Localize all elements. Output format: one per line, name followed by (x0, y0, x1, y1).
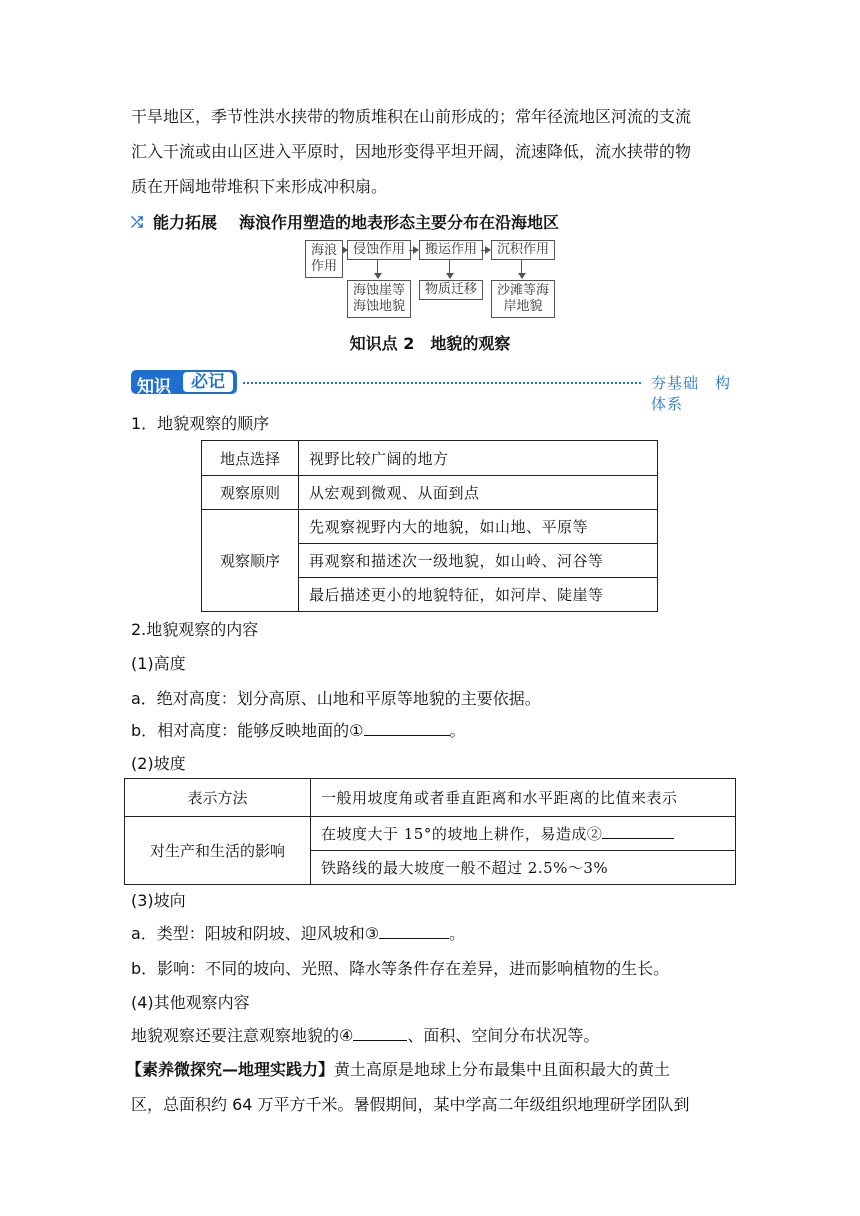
inquiry-line-2: 区，总面积约 64 万平方千米。暑假期间，某中学高二年级组织地理研学团队到 (131, 1095, 690, 1114)
table-head-cell: 表示方法 (125, 779, 311, 817)
height-line-b: b．相对高度：能够反映地面的① 。 (131, 721, 466, 740)
flow-arrow (374, 273, 382, 279)
aspect-line-b: b．影响：不同的坡向、光照、降水等条件存在差异，进而影响植物的生长。 (131, 959, 670, 978)
subsection-title: (4)其他观察内容 (131, 993, 250, 1012)
paragraph-line: 质在开阔地带堆积下来形成冲积扇。 (131, 177, 388, 196)
flow-arrow (446, 273, 454, 279)
extension-text: 海浪作用塑造的地表形态主要分布在沿海地区 (239, 213, 560, 232)
table-row (125, 779, 736, 817)
subsection-title: (3)坡向 (131, 891, 186, 910)
shuffle-icon: ⤮ (131, 212, 144, 231)
flow-result-migration: 物质迁移 (419, 280, 483, 300)
item-title: 2.地貌观察的内容 (131, 620, 259, 639)
flow-process-erosion: 侵蚀作用 (347, 240, 411, 260)
other-line: 地貌观察还要注意观察地貌的④ 、面积、空间分布状况等。 (131, 1026, 600, 1045)
blank-4[interactable] (353, 1026, 407, 1041)
flow-arrow (413, 246, 419, 254)
table-row (202, 476, 658, 510)
section-title: 知识点 2 地貌的观察 (349, 334, 511, 353)
observation-order-table (201, 440, 658, 612)
inquiry-label: 【素养微探究—地理实践力】 (126, 1060, 335, 1079)
inquiry-line-1: 【素养微探究—地理实践力】黄土高原是地球上分布最集中且面积最大的黄土 (126, 1060, 671, 1079)
flow-result-beach: 沙滩等海岸地貌 (491, 280, 555, 318)
table-cell: 一般用坡度角或者垂直距离和水平距离的比值来表示 (311, 779, 736, 817)
blank-2[interactable] (602, 824, 674, 839)
item-title: 1．地貌观察的顺序 (131, 414, 270, 433)
extension-label: 能力拓展 (153, 213, 218, 232)
table-head-cell: 对生产和生活的影响 (125, 817, 311, 885)
table-row (202, 441, 658, 476)
knowledge-tag: 夯基础 构体系 (651, 374, 732, 413)
subsection-title: (1)高度 (131, 654, 186, 673)
flow-result-sea-cliff: 海蚀崖等海蚀地貌 (347, 280, 411, 318)
knowledge-badge (131, 370, 237, 397)
flow-arrow (518, 273, 526, 279)
table-head-cell: 观察顺序 (202, 510, 299, 612)
flow-process-transport: 搬运作用 (419, 240, 483, 260)
knowledge-bar (131, 368, 732, 413)
flow-source: 海浪作用 (305, 240, 343, 278)
flow-process-deposition: 沉积作用 (491, 240, 555, 260)
table-row (125, 817, 736, 851)
blank-1[interactable] (364, 721, 450, 736)
flow-arrow (485, 246, 491, 254)
slope-table (124, 778, 736, 885)
table-cell: 再观察和描述次一级地貌，如山岭、河谷等 (299, 544, 658, 578)
subsection-title: (2)坡度 (131, 754, 186, 773)
aspect-line-a: a．类型：阳坡和阴坡、迎风坡和③ 。 (131, 924, 466, 943)
badge-label-2: 必记 (183, 372, 233, 392)
table-cell: 先观察视野内大的地貌，如山地、平原等 (299, 510, 658, 544)
height-line-a: a．绝对高度：划分高原、山地和平原等地貌的主要依据。 (131, 689, 541, 708)
paragraph-line: 汇入干流或由山区进入平原时，因地形变得平坦开阔，流速降低，流水挟带的物 (131, 142, 692, 161)
table-cell: 最后描述更小的地貌特征，如河岸、陡崖等 (299, 578, 658, 612)
dotted-divider (243, 382, 641, 384)
table-cell: 从宏观到微观、从面到点 (299, 476, 658, 510)
table-head-cell: 地点选择 (202, 441, 299, 476)
wave-action-flowchart (305, 240, 557, 320)
table-cell: 铁路线的最大坡度一般不超过 2.5%～3% (311, 851, 736, 885)
blank-3[interactable] (379, 924, 449, 939)
extension-heading (131, 210, 559, 233)
table-head-cell: 观察原则 (202, 476, 299, 510)
table-cell: 在坡度大于 15°的坡地上耕作，易造成② (311, 817, 736, 851)
badge-label-1: 知识 (137, 377, 171, 397)
table-row (202, 510, 658, 544)
paragraph-line: 干旱地区，季节性洪水挟带的物质堆积在山前形成的；常年径流地区河流的支流 (131, 107, 692, 126)
flow-arrow (342, 246, 348, 254)
table-cell: 视野比较广阔的地方 (299, 441, 658, 476)
